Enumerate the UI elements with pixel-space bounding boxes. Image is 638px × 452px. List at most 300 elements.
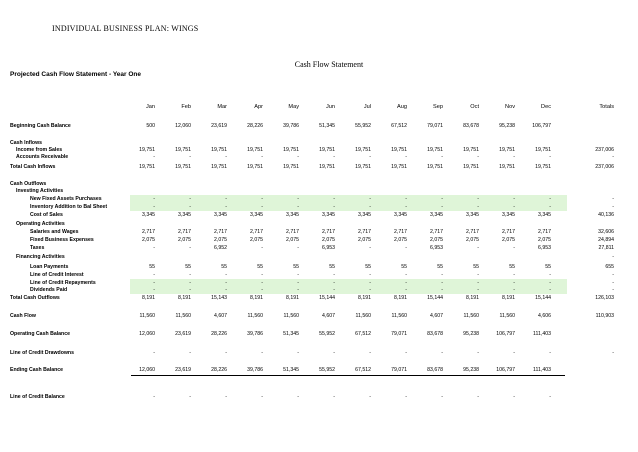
table-cell: 6,953	[430, 245, 443, 251]
row-label: Salaries and Wages	[30, 229, 79, 235]
table-cell: 12,060	[139, 367, 155, 373]
table-cell: 55	[149, 264, 155, 270]
table-cell: -	[441, 394, 443, 400]
table-cell: -	[513, 154, 515, 160]
month-header-apr: Apr	[254, 104, 263, 110]
table-cell: -	[549, 154, 551, 160]
table-cell: -	[225, 196, 227, 202]
table-cell: 2,075	[502, 237, 515, 243]
table-cell: 2,075	[286, 237, 299, 243]
row-label: Loan Payments	[30, 264, 69, 270]
table-cell: 19,751	[355, 147, 371, 153]
table-cell: -	[369, 245, 371, 251]
table-cell: -	[153, 394, 155, 400]
table-cell: 3,345	[538, 212, 551, 218]
month-header-may: May	[288, 104, 299, 110]
table-cell: -	[369, 204, 371, 210]
table-cell: 111,403	[533, 367, 551, 373]
row-label: New Fixed Assets Purchases	[30, 196, 102, 202]
table-cell: 2,075	[178, 237, 191, 243]
table-row	[0, 203, 638, 211]
table-cell: 655	[605, 264, 614, 270]
table-cell: -	[261, 272, 263, 278]
row-label: Financing Activities	[16, 254, 65, 260]
row-label: Total Cash Inflows	[10, 164, 56, 170]
table-cell: -	[297, 350, 299, 356]
month-header-aug: Aug	[397, 104, 407, 110]
table-row	[0, 271, 638, 279]
table-cell: -	[225, 280, 227, 286]
month-header-nov: Nov	[505, 104, 515, 110]
table-cell: 8,191	[466, 295, 479, 301]
table-cell: -	[369, 154, 371, 160]
month-header-mar: Mar	[217, 104, 227, 110]
table-cell: 55	[473, 264, 479, 270]
table-cell: -	[405, 196, 407, 202]
table-cell: 11,560	[391, 313, 407, 319]
table-cell: 39,786	[283, 123, 299, 129]
table-cell: 15,143	[211, 295, 227, 301]
table-cell: -	[513, 245, 515, 251]
table-cell: 2,717	[178, 229, 191, 235]
table-cell: 95,238	[463, 367, 479, 373]
table-cell: 51,345	[319, 123, 335, 129]
table-row	[0, 286, 638, 294]
table-cell: -	[189, 287, 191, 293]
table-cell: -	[297, 280, 299, 286]
table-cell: 23,619	[175, 367, 191, 373]
row-label: Fixed Business Expenses	[30, 237, 94, 243]
table-cell: -	[261, 394, 263, 400]
table-cell: -	[441, 280, 443, 286]
table-cell: -	[261, 350, 263, 356]
table-cell: 19,751	[283, 147, 299, 153]
table-cell: -	[297, 245, 299, 251]
table-cell: -	[549, 272, 551, 278]
row-label: Ending Cash Balance	[10, 367, 64, 373]
table-cell: 4,607	[214, 313, 227, 319]
table-row	[0, 330, 638, 338]
table-cell: 55	[509, 264, 515, 270]
table-cell: 83,678	[463, 123, 479, 129]
row-label: Cash Flow	[10, 313, 36, 319]
table-cell: 55,952	[319, 331, 335, 337]
table-cell: 2,717	[502, 229, 515, 235]
table-cell: -	[405, 287, 407, 293]
table-cell: 2,075	[538, 237, 551, 243]
table-cell: 3,345	[322, 212, 335, 218]
table-cell: -	[477, 350, 479, 356]
row-label: Cost of Sales	[30, 212, 63, 218]
month-header-sep: Sep	[433, 104, 443, 110]
table-cell: 110,903	[595, 313, 614, 319]
table-cell: -	[261, 154, 263, 160]
table-cell: 11,560	[175, 313, 191, 319]
table-cell: -	[441, 154, 443, 160]
table-cell: 2,075	[358, 237, 371, 243]
table-cell: 28,226	[211, 367, 227, 373]
table-cell: 2,717	[394, 229, 407, 235]
table-cell: -	[549, 196, 551, 202]
table-cell: -	[189, 154, 191, 160]
table-cell: 39,786	[247, 331, 263, 337]
table-cell: -	[189, 280, 191, 286]
row-label: Line of Credit Repayments	[30, 280, 96, 286]
table-cell: 2,717	[538, 229, 551, 235]
table-cell: 8,191	[394, 295, 407, 301]
table-cell: 19,751	[391, 147, 407, 153]
table-cell: -	[225, 204, 227, 210]
table-cell: -	[189, 394, 191, 400]
table-cell: -	[405, 350, 407, 356]
table-cell: -	[405, 394, 407, 400]
table-cell: -	[477, 154, 479, 160]
table-cell: 55	[545, 264, 551, 270]
row-label: Cash Outflows	[10, 181, 47, 187]
table-cell: 106,797	[496, 367, 515, 373]
table-row	[0, 195, 638, 203]
table-cell: -	[477, 196, 479, 202]
table-cell: -	[549, 394, 551, 400]
table-cell: -	[153, 204, 155, 210]
table-cell: 12,060	[139, 331, 155, 337]
table-cell: -	[189, 204, 191, 210]
month-header-dec: Dec	[541, 104, 551, 110]
table-cell: -	[225, 272, 227, 278]
table-cell: -	[513, 272, 515, 278]
table-cell: 11,560	[355, 313, 371, 319]
table-cell: 111,403	[533, 331, 551, 337]
table-cell: -	[153, 350, 155, 356]
table-cell: 2,075	[214, 237, 227, 243]
month-header-jun: Jun	[325, 104, 335, 110]
table-cell: -	[261, 204, 263, 210]
month-header-jul: Jul	[363, 104, 371, 110]
table-row	[0, 312, 638, 320]
table-cell: 19,751	[175, 164, 191, 170]
month-header-totals: Totals	[599, 104, 614, 110]
table-cell: 2,717	[358, 229, 371, 235]
table-cell: 15,144	[319, 295, 335, 301]
table-cell: -	[369, 280, 371, 286]
table-cell: 2,717	[214, 229, 227, 235]
table-cell: -	[612, 350, 614, 356]
table-cell: 15,144	[535, 295, 551, 301]
table-cell: 19,751	[211, 147, 227, 153]
table-row	[0, 153, 638, 161]
table-cell: 67,512	[391, 123, 407, 129]
row-label: Investing Activities	[16, 188, 64, 194]
table-cell: -	[477, 287, 479, 293]
table-cell: -	[297, 394, 299, 400]
table-cell: -	[297, 154, 299, 160]
row-label: Line of Credit Drawdowns	[10, 350, 74, 356]
table-cell: 6,953	[322, 245, 335, 251]
row-label: Operating Activities	[16, 221, 65, 227]
sheet-title: Cash Flow Statement	[294, 60, 364, 69]
table-cell: -	[225, 350, 227, 356]
table-cell: -	[441, 196, 443, 202]
table-cell: 19,751	[463, 147, 479, 153]
table-cell: -	[189, 272, 191, 278]
table-cell: 19,751	[211, 164, 227, 170]
table-cell: 6,952	[214, 245, 227, 251]
table-cell: 500	[146, 123, 155, 129]
table-row	[0, 228, 638, 236]
table-cell: 8,191	[250, 295, 263, 301]
table-cell: -	[225, 154, 227, 160]
table-cell: -	[612, 196, 614, 202]
table-cell: 79,071	[391, 367, 407, 373]
table-cell: -	[549, 287, 551, 293]
table-cell: 106,797	[532, 123, 551, 129]
table-cell: 28,226	[211, 331, 227, 337]
month-header-feb: Feb	[181, 104, 191, 110]
table-cell: -	[612, 287, 614, 293]
table-cell: 83,678	[427, 331, 443, 337]
table-cell: 126,103	[595, 295, 614, 301]
table-cell: 4,607	[430, 313, 443, 319]
table-cell: 19,751	[175, 147, 191, 153]
table-cell: -	[297, 204, 299, 210]
table-cell: 2,717	[142, 229, 155, 235]
table-cell: 19,751	[499, 147, 515, 153]
row-label: Beginning Cash Balance	[10, 123, 71, 129]
table-cell: -	[225, 287, 227, 293]
table-cell: -	[153, 196, 155, 202]
table-cell: 4,606	[538, 313, 551, 319]
table-cell: 11,560	[139, 313, 155, 319]
table-cell: 3,345	[250, 212, 263, 218]
table-cell: -	[333, 196, 335, 202]
table-cell: -	[333, 204, 335, 210]
table-cell: 2,075	[466, 237, 479, 243]
table-cell: 55	[401, 264, 407, 270]
table-cell: -	[297, 196, 299, 202]
table-cell: 2,075	[394, 237, 407, 243]
table-cell: 19,751	[463, 164, 479, 170]
table-cell: 11,560	[283, 313, 299, 319]
ending-balance-underline	[131, 375, 565, 376]
table-cell: 2,717	[322, 229, 335, 235]
table-cell: -	[405, 204, 407, 210]
table-cell: -	[477, 394, 479, 400]
table-cell: 12,060	[175, 123, 191, 129]
row-label: Taxes	[30, 245, 45, 251]
table-cell: -	[441, 287, 443, 293]
table-cell: 237,006	[595, 164, 614, 170]
table-cell: 55,952	[319, 367, 335, 373]
table-cell: -	[549, 350, 551, 356]
table-cell: 19,751	[319, 164, 335, 170]
table-cell: -	[261, 287, 263, 293]
table-cell: 3,345	[394, 212, 407, 218]
table-cell: 15,144	[427, 295, 443, 301]
table-cell: 8,191	[286, 295, 299, 301]
table-row	[0, 349, 638, 357]
table-cell: -	[369, 196, 371, 202]
table-cell: 19,751	[139, 164, 155, 170]
table-cell: 67,512	[355, 331, 371, 337]
table-cell: -	[261, 245, 263, 251]
table-cell: 2,075	[430, 237, 443, 243]
table-cell: 2,075	[250, 237, 263, 243]
table-row	[0, 244, 638, 252]
table-cell: -	[405, 154, 407, 160]
table-cell: 106,797	[496, 331, 515, 337]
row-label: Income from Sales	[16, 147, 63, 153]
table-cell: -	[369, 350, 371, 356]
table-cell: 19,751	[319, 147, 335, 153]
table-row	[0, 122, 638, 130]
month-header-jan: Jan	[145, 104, 155, 110]
table-cell: 83,678	[427, 367, 443, 373]
table-cell: 27,811	[598, 245, 614, 251]
table-cell: -	[477, 245, 479, 251]
table-cell: 51,345	[283, 367, 299, 373]
table-cell: 55	[293, 264, 299, 270]
table-cell: 67,512	[355, 367, 371, 373]
table-cell: 11,560	[463, 313, 479, 319]
table-cell: 39,786	[247, 367, 263, 373]
table-cell: 2,717	[286, 229, 299, 235]
table-cell: -	[333, 280, 335, 286]
table-cell: -	[612, 154, 614, 160]
table-cell: 40,136	[598, 212, 614, 218]
table-cell: -	[297, 287, 299, 293]
table-cell: 19,751	[283, 164, 299, 170]
table-cell: 79,071	[427, 123, 443, 129]
row-label: Dividends Paid	[30, 287, 68, 293]
table-cell: 11,560	[499, 313, 515, 319]
table-cell: 19,751	[499, 164, 515, 170]
table-cell: -	[513, 287, 515, 293]
table-row	[0, 253, 638, 261]
table-cell: -	[225, 394, 227, 400]
table-row	[0, 393, 638, 401]
row-label: Line of Credit Interest	[30, 272, 84, 278]
table-cell: 55	[329, 264, 335, 270]
table-cell: 55	[257, 264, 263, 270]
table-cell: -	[441, 204, 443, 210]
table-cell: 2,075	[322, 237, 335, 243]
table-cell: -	[333, 350, 335, 356]
table-cell: 55	[185, 264, 191, 270]
table-cell: 3,345	[502, 212, 515, 218]
table-cell: -	[405, 272, 407, 278]
document-title: INDIVIDUAL BUSINESS PLAN: WINGS	[52, 24, 199, 33]
table-cell: -	[189, 196, 191, 202]
row-label: Operating Cash Balance	[10, 331, 70, 337]
table-cell: 23,619	[175, 331, 191, 337]
table-cell: -	[441, 272, 443, 278]
table-cell: -	[189, 245, 191, 251]
table-cell: -	[441, 350, 443, 356]
table-row	[0, 187, 638, 195]
table-cell: 3,345	[286, 212, 299, 218]
row-label: Total Cash Outflows	[10, 295, 60, 301]
table-cell: 8,191	[502, 295, 515, 301]
row-label: Inventory Addition to Bal Sheet	[30, 204, 108, 210]
table-cell: 4,607	[322, 313, 335, 319]
table-cell: -	[369, 287, 371, 293]
table-cell: 19,751	[247, 147, 263, 153]
table-cell: 55	[365, 264, 371, 270]
table-cell: -	[153, 154, 155, 160]
table-cell: 6,953	[538, 245, 551, 251]
table-cell: -	[477, 204, 479, 210]
table-cell: 51,345	[283, 331, 299, 337]
table-row	[0, 366, 638, 374]
table-cell: 55,952	[355, 123, 371, 129]
table-cell: 32,606	[598, 229, 614, 235]
table-cell: -	[297, 272, 299, 278]
table-cell: -	[513, 196, 515, 202]
table-cell: 19,751	[427, 164, 443, 170]
table-cell: 19,751	[391, 164, 407, 170]
table-cell: -	[189, 350, 191, 356]
statement-subtitle: Projected Cash Flow Statement - Year One	[10, 71, 142, 78]
table-cell: 3,345	[430, 212, 443, 218]
table-cell: 19,751	[427, 147, 443, 153]
table-cell: -	[405, 245, 407, 251]
row-label: Cash Inflows	[10, 140, 42, 146]
table-cell: 95,238	[463, 331, 479, 337]
table-cell: 3,345	[214, 212, 227, 218]
table-cell: -	[549, 204, 551, 210]
table-cell: 55	[221, 264, 227, 270]
table-cell: -	[405, 280, 407, 286]
table-cell: 8,191	[178, 295, 191, 301]
table-cell: 11,560	[247, 313, 263, 319]
table-cell: -	[261, 280, 263, 286]
table-cell: 8,191	[358, 295, 371, 301]
table-cell: 3,345	[178, 212, 191, 218]
table-cell: 2,717	[430, 229, 443, 235]
table-cell: -	[513, 204, 515, 210]
table-cell: -	[153, 245, 155, 251]
table-cell: 19,751	[355, 164, 371, 170]
table-cell: 2,717	[466, 229, 479, 235]
table-cell: 95,238	[499, 123, 515, 129]
table-cell: 23,619	[211, 123, 227, 129]
row-label: Line of Credit Balance	[10, 394, 65, 400]
table-cell: -	[612, 280, 614, 286]
table-cell: 19,751	[247, 164, 263, 170]
table-cell: 2,075	[142, 237, 155, 243]
table-cell: -	[333, 154, 335, 160]
table-cell: 19,751	[139, 147, 155, 153]
table-cell: 3,345	[466, 212, 479, 218]
table-cell: 19,751	[535, 164, 551, 170]
table-cell: -	[513, 350, 515, 356]
table-cell: 3,345	[358, 212, 371, 218]
table-cell: 28,226	[247, 123, 263, 129]
table-cell: -	[333, 272, 335, 278]
month-header-row	[0, 103, 638, 111]
row-label: Accounts Receivable	[16, 154, 69, 160]
table-cell: 3,345	[142, 212, 155, 218]
table-row	[0, 263, 638, 271]
table-row	[0, 163, 638, 171]
table-cell: 79,071	[391, 331, 407, 337]
table-cell: -	[369, 394, 371, 400]
table-cell: -	[513, 280, 515, 286]
table-cell: 237,006	[595, 147, 614, 153]
table-cell: -	[153, 272, 155, 278]
table-cell: 2,717	[250, 229, 263, 235]
table-row	[0, 220, 638, 228]
